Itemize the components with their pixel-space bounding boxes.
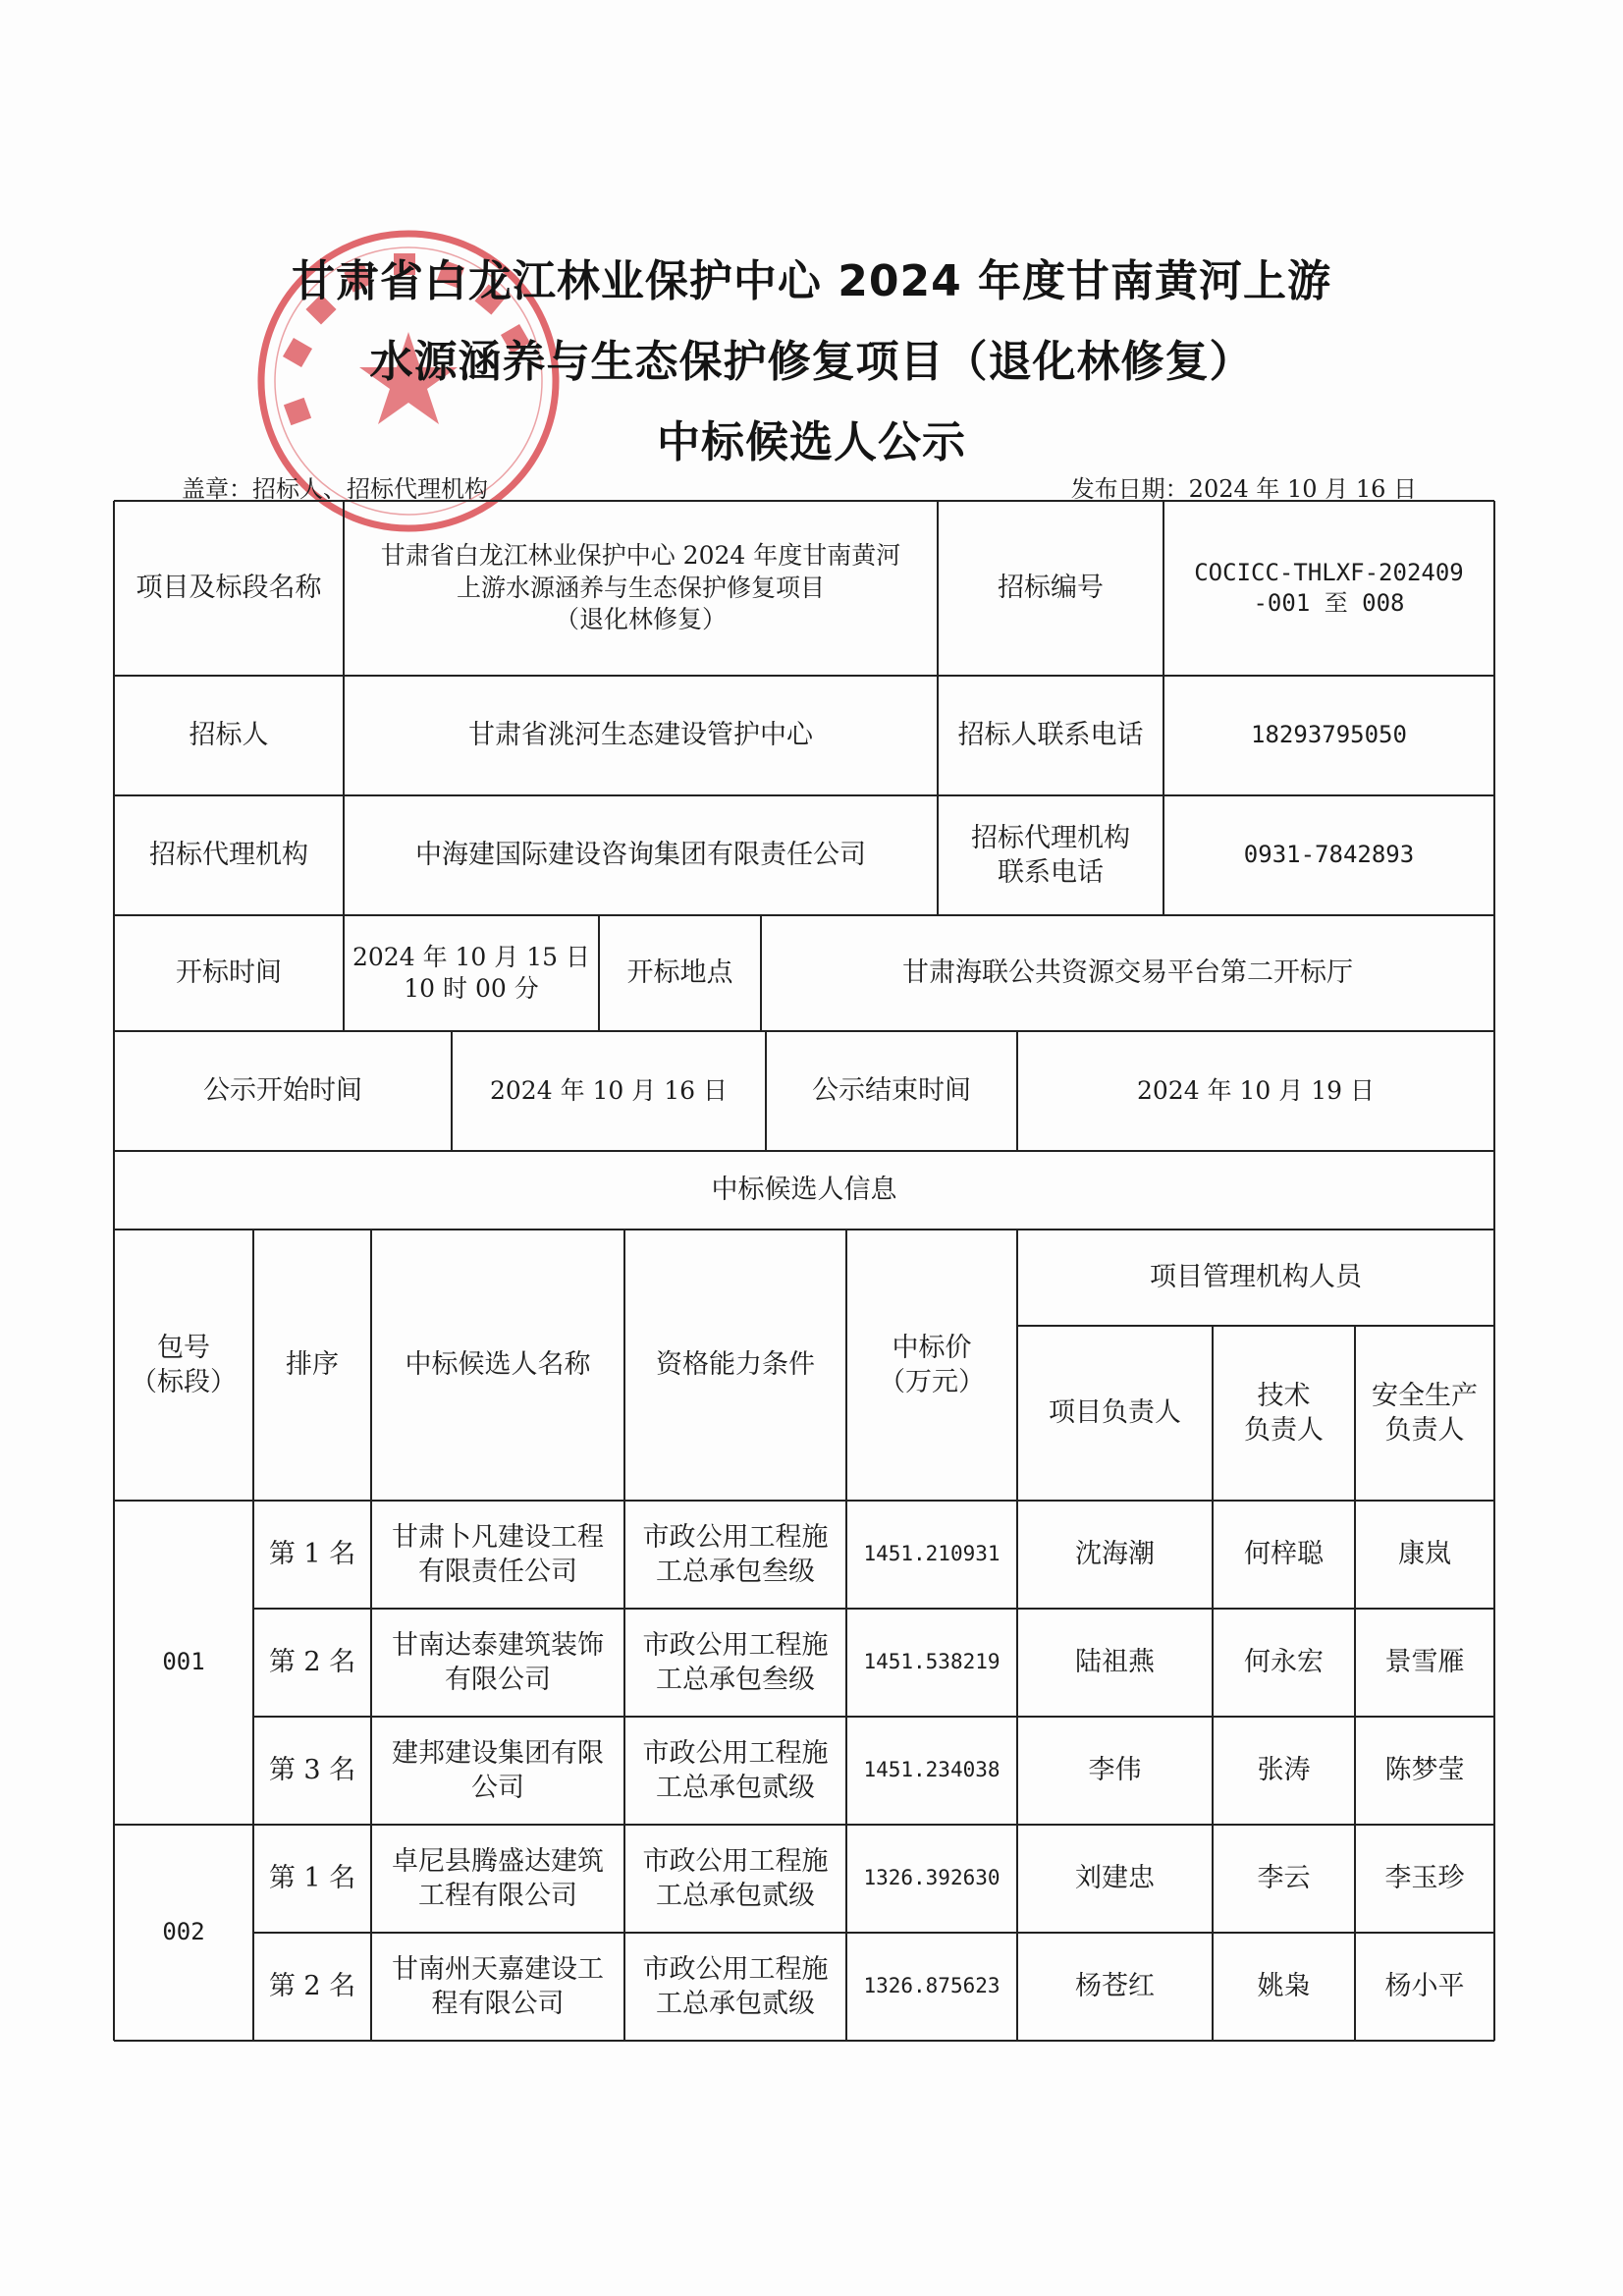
agency-label: 招标代理机构 [149,840,308,871]
header-staff-group: 项目管理机构人员 [1150,1262,1362,1293]
bid-number-value: COCICC-THLXF-202409 -001 至 008 [1194,558,1464,617]
candidate-safety-lead: 杨小平 [1384,1971,1465,2002]
candidate-project-manager: 李伟 [1088,1755,1142,1786]
header-candidate-name: 中标候选人名称 [405,1349,591,1381]
candidate-rank: 第 3 名 [268,1755,356,1786]
candidate-price: 1326.875623 [863,1974,1001,1998]
candidate-technical-lead: 何永宏 [1244,1647,1324,1678]
candidate-safety-lead: 康岚 [1398,1539,1451,1570]
candidate-technical-lead: 何梓聪 [1244,1539,1324,1570]
header-lot: 包号 （标段） [131,1332,237,1397]
candidate-project-manager: 刘建忠 [1075,1863,1155,1894]
candidate-qualification: 市政公用工程施 工总承包贰级 [642,1737,829,1803]
candidate-name: 卓尼县腾盛达建筑 工程有限公司 [392,1845,604,1911]
project-name-value: 甘肃省白龙江林业保护中心 2024 年度甘南黄河 上游水源涵养与生态保护修复项目 （退化林修复） [380,541,901,634]
candidate-qualification: 市政公用工程施 工总承包叁级 [642,1521,829,1587]
open-time-value: 2024 年 10 月 15 日 10 时 00 分 [352,942,590,1003]
header-bid-price: 中标价 （万元） [879,1332,985,1397]
agency-phone-label: 招标代理机构 联系电话 [971,822,1130,888]
candidates-section-title: 中标候选人信息 [711,1175,897,1206]
candidate-qualification: 市政公用工程施 工总承包贰级 [642,1845,829,1911]
candidate-project-manager: 陆祖燕 [1075,1647,1155,1678]
header-safety-lead: 安全生产 负责人 [1372,1380,1478,1446]
candidate-rank: 第 2 名 [268,1971,356,2002]
publicity-end-label: 公示结束时间 [812,1075,971,1107]
candidate-price: 1451.538219 [863,1650,1001,1674]
candidate-qualification: 市政公用工程施 工总承包贰级 [642,1953,829,2019]
publicity-start-value: 2024 年 10 月 16 日 [490,1075,728,1105]
candidate-safety-lead: 陈梦莹 [1384,1755,1465,1786]
document-title-line-2: 水源涵养与生态保护修复项目（退化林修复） [369,337,1254,387]
publicity-end-value: 2024 年 10 月 19 日 [1137,1075,1375,1105]
bid-number-label: 招标编号 [998,573,1104,604]
header-technical-lead: 技术 负责人 [1244,1380,1324,1446]
candidate-rank: 第 2 名 [268,1647,356,1678]
candidate-safety-lead: 李玉珍 [1384,1863,1465,1894]
agency-value: 中海建国际建设咨询集团有限责任公司 [415,840,866,871]
publish-date: 发布日期：2024 年 10 月 16 日 [1070,475,1417,503]
document-title-line-1: 甘肃省白龙江林业保护中心 2024 年度甘南黄河上游 [291,256,1332,306]
candidate-qualification: 市政公用工程施 工总承包叁级 [642,1629,829,1695]
candidate-project-manager: 杨苍红 [1075,1971,1155,2002]
candidate-price: 1451.234038 [863,1758,1001,1782]
candidate-rank: 第 1 名 [268,1539,356,1570]
open-place-value: 甘肃海联公共资源交易平台第二开标厅 [902,957,1353,989]
seal-label: 盖章：招标人、招标代理机构 [182,475,488,503]
candidate-technical-lead: 李云 [1257,1863,1311,1894]
candidate-name: 甘肃卜凡建设工程 有限责任公司 [392,1521,604,1587]
header-project-manager: 项目负责人 [1049,1397,1181,1429]
tenderer-phone-value: 18293795050 [1251,721,1407,749]
lot-number: 001 [162,1648,205,1676]
agency-phone-value: 0931-7842893 [1243,841,1415,869]
lot-number: 002 [162,1918,205,1946]
document-title-line-3: 中标候选人公示 [657,417,966,467]
tenderer-label: 招标人 [189,720,269,751]
candidate-name: 建邦建设集团有限 公司 [392,1737,604,1803]
header-qualification: 资格能力条件 [656,1349,815,1381]
candidate-technical-lead: 姚枭 [1257,1971,1311,2002]
candidate-price: 1451.210931 [863,1542,1001,1566]
candidate-rank: 第 1 名 [268,1863,356,1894]
candidate-project-manager: 沈海潮 [1075,1539,1155,1570]
candidate-safety-lead: 景雪雁 [1384,1647,1465,1678]
candidate-technical-lead: 张涛 [1257,1755,1311,1786]
candidate-name: 甘南州天嘉建设工 程有限公司 [392,1953,604,2019]
publicity-start-label: 公示开始时间 [203,1075,362,1107]
project-name-label: 项目及标段名称 [135,573,322,604]
tenderer-phone-label: 招标人联系电话 [957,720,1144,751]
tenderer-value: 甘肃省洮河生态建设管护中心 [468,720,813,751]
open-place-label: 开标地点 [626,957,733,989]
header-rank: 排序 [286,1349,339,1381]
open-time-label: 开标时间 [176,957,282,989]
candidate-name: 甘南达泰建筑装饰 有限公司 [392,1629,604,1695]
candidate-price: 1326.392630 [863,1866,1001,1890]
